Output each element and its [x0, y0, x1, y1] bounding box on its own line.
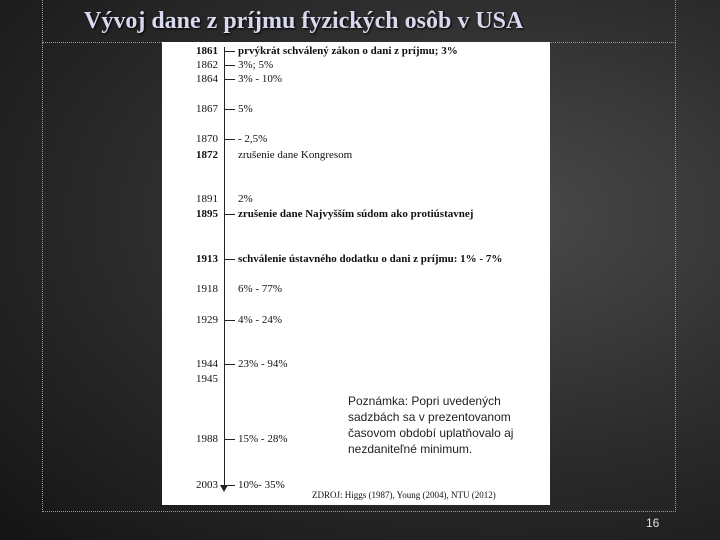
timeline-entry [162, 148, 550, 162]
timeline-text: 23% - 94% [238, 358, 288, 370]
timeline-tick [225, 65, 235, 66]
timeline-year: 1895 [196, 208, 218, 220]
timeline-text: 2% [238, 193, 253, 205]
timeline-tick [225, 485, 235, 486]
timeline-tick [225, 364, 235, 365]
source-citation: ZDROJ: Higgs (1987), Young (2004), NTU (2012) [312, 490, 496, 500]
timeline-entry [162, 282, 550, 296]
timeline-text: schválenie ústavného dodatku o dani z príjmu: 1% - 7% [238, 253, 503, 265]
timeline-text: zrušenie dane Kongresom [238, 149, 353, 161]
timeline-year: 1944 [196, 358, 218, 370]
timeline-year: 2003 [196, 479, 218, 491]
timeline-tick [225, 214, 235, 215]
timeline-entry [162, 58, 550, 72]
timeline-year: 1861 [196, 45, 218, 57]
timeline-tick [225, 51, 235, 52]
timeline-year: 1867 [196, 103, 218, 115]
timeline-entry [162, 313, 550, 327]
timeline-entry [162, 102, 550, 116]
timeline-text: 3%; 5% [238, 59, 274, 71]
timeline-year: 1862 [196, 59, 218, 71]
page-number: 16 [646, 516, 660, 530]
timeline-tick [225, 439, 235, 440]
timeline-entry [162, 192, 550, 206]
timeline-entry [162, 357, 550, 371]
timeline-entry [162, 44, 550, 58]
timeline-text: 4% - 24% [238, 314, 282, 326]
timeline-entry [162, 252, 550, 266]
timeline-tick [225, 139, 235, 140]
footnote: Poznámka: Popri uvedených sadzbách sa v prezentovanom časovom období uplatňovalo aj nezdaniteľné minimum. [348, 394, 514, 456]
timeline-text: 5% [238, 103, 253, 115]
timeline-year: 1918 [196, 283, 218, 295]
timeline-figure [162, 42, 550, 505]
timeline-year: 1945 [196, 373, 218, 385]
timeline-entry [162, 72, 550, 86]
timeline-year: 1864 [196, 73, 218, 85]
timeline-tick [225, 259, 235, 260]
timeline-tick [225, 109, 235, 110]
timeline-text: prvýkrát schválený zákon o dani z príjmu; 3% [238, 45, 458, 57]
timeline-year: 1870 [196, 133, 218, 145]
timeline-text: 3% - 10% [238, 73, 282, 85]
timeline-text: 10%- 35% [238, 479, 285, 491]
timeline-year: 1872 [196, 149, 218, 161]
timeline-year: 1929 [196, 314, 218, 326]
timeline-entry [162, 207, 550, 221]
timeline-year: 1891 [196, 193, 218, 205]
timeline-tick [225, 320, 235, 321]
timeline-year: 1913 [196, 253, 218, 265]
timeline-text: 15% - 28% [238, 433, 288, 445]
timeline-entry [162, 372, 550, 386]
timeline-text: - 2,5% [238, 133, 268, 145]
timeline-entry [162, 132, 550, 146]
timeline-text: 6% - 77% [238, 283, 282, 295]
timeline-year: 1988 [196, 433, 218, 445]
timeline-text: zrušenie dane Najvyšším súdom ako protiústavnej [238, 208, 474, 220]
slide-title: Vývoj dane z príjmu fyzických osôb v USA [84, 8, 524, 34]
timeline-tick [225, 79, 235, 80]
